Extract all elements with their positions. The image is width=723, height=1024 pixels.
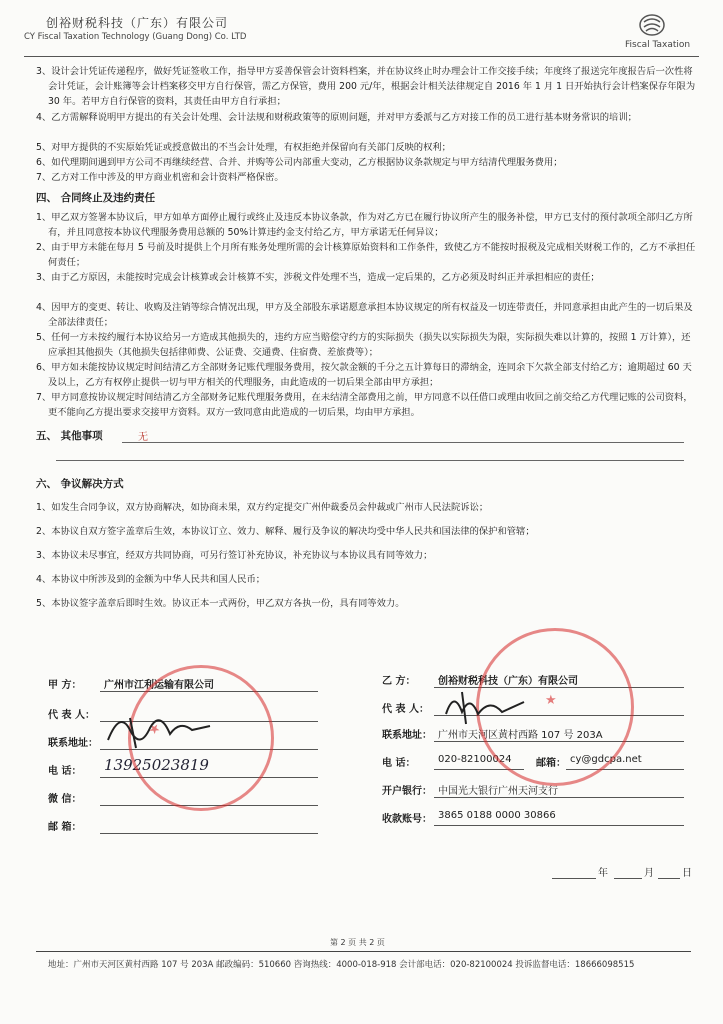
- letterhead: [24, 12, 699, 58]
- clause-3-4: 4、乙方需解释说明甲方提出的有关会计处理、会计法规和财税政策等的原则问题，并对甲方委派与乙方对接工作的员工进行基本财务常识的培训；: [36, 112, 637, 123]
- party-b-name: 创裕财税科技（广东）有限公司: [438, 676, 578, 687]
- party-a-wechat-label: 微 信：: [48, 794, 82, 805]
- company-logo: [609, 14, 695, 54]
- cy-logo-icon: [639, 14, 665, 36]
- other-matters-line-2: [56, 460, 684, 461]
- footer-divider: [36, 951, 691, 952]
- section-4-title: 四、 合同终止及违约责任: [36, 192, 156, 204]
- party-b-bank-label: 开户银行：: [382, 786, 432, 797]
- logo-label: Fiscal Taxation: [625, 40, 691, 50]
- date-month-line: [614, 878, 642, 879]
- clause-4-5: 5、任何一方未按约履行本协议给另一方造成其他损失的，违约方应当赔偿守约方的实际损失（损失以实际损失为限，实际损失难以计算的，按照 1 万计算），还应承担其他损失（其他损失包括律师费、公证费、交通费、住宿费、差旅费等）；: [36, 332, 691, 358]
- party-b-address-label: 联系地址：: [382, 730, 432, 741]
- section-6-title: 六、 争议解决方式: [36, 478, 124, 490]
- party-a-email-line: [100, 833, 318, 834]
- clause-4-2: 2、由于甲方未能在每月 5 号前及时提供上个月所有账务处理所需的会计核算原始资料和工作条件，致使乙方不能按时报税及完成相关财税工作的，乙方不承担任何责任；: [36, 242, 696, 268]
- party-b-email: cy@gdcpa.net: [570, 754, 642, 765]
- header-divider: [24, 56, 699, 57]
- clause-3-6: 6、如代理期间遇到甲方公司不再继续经营、合并、并购等公司内部重大变动，乙方根据协议条款规定与甲方结清代理服务费用；: [36, 157, 563, 168]
- party-b-bank-line: [434, 797, 684, 798]
- clause-6-4: 4、本协议中所涉及到的金额为中华人民共和国人民币；: [36, 574, 266, 585]
- clause-6-2: 2、本协议自双方签字盖章后生效，本协议订立、效力、解释、履行及争议的解决均受中华人民共和国法律的保护和管辖；: [36, 526, 535, 537]
- company-name-en: CY Fiscal Taxation Technology (Guang Dong) Co. LTD: [24, 32, 247, 42]
- party-b-label: 乙 方：: [382, 676, 416, 687]
- page-number: 第 2 页 共 2 页: [330, 938, 385, 947]
- party-a-phone: 13925023819: [104, 756, 209, 774]
- party-b-account-label: 收款账号：: [382, 814, 432, 825]
- clause-4-7: 7、甲方同意按协议规定时间结清乙方全部财务记账代理服务费用，在未结清全部费用之前，甲方同意不以任借口或理由收回之前交给乙方代理记账的公司资料，更不能向乙方提出要求交接甲方资料。双方一致同意由此造成的一切后果，均由甲方承担。: [36, 392, 693, 418]
- clause-6-5: 5、本协议签字盖章后即时生效。协议正本一式两份，甲乙双方各执一份，具有同等效力。: [36, 598, 405, 609]
- clause-3-5: 5、对甲方提供的不实原始凭证或授意做出的不当会计处理，有权拒绝并保留向有关部门反映的权利；: [36, 142, 451, 153]
- party-b-account-line: [434, 825, 684, 826]
- party-a-phone-label: 电 话：: [48, 766, 82, 777]
- party-a-address-label: 联系地址：: [48, 738, 98, 749]
- date-year-line: [552, 878, 596, 879]
- clause-4-3: 3、由于乙方原因，未能按时完成会计核算或会计核算不实，涉税文件处理不当，造成一定后果的，乙方必须及时纠正并承担相应的责任；: [36, 272, 600, 283]
- date-day-line: [658, 878, 680, 879]
- party-a-email-label: 邮 箱：: [48, 822, 82, 833]
- clause-4-6: 6、甲方如未能按协议规定时间结清乙方全部财务记账代理服务费用，按欠款金额的千分之五计算每日的滞纳金，连同余下欠款全部支付给乙方；逾期超过 60 天及以上，乙方有权停止提供一切与甲方相关的代理服务，由此造成的一切后果全部由甲方承担；: [36, 362, 692, 388]
- date-month: 月: [644, 868, 654, 879]
- party-b-phone: 020-82100024: [438, 754, 512, 765]
- party-b-email-label: 邮箱：: [536, 758, 566, 769]
- party-a-signature: [100, 700, 220, 760]
- date-day: 日: [682, 868, 692, 879]
- party-b-rep-label: 代 表 人：: [382, 704, 429, 715]
- section-5-title: 五、 其他事项: [36, 430, 103, 442]
- party-a-seal: ★: [128, 665, 274, 811]
- party-b-bank: 中国光大银行广州天河支行: [438, 786, 558, 797]
- party-b-signature: [440, 684, 530, 730]
- party-a-name: 广州市江利运输有限公司: [104, 680, 214, 691]
- clause-3-3: 3、设计会计凭证传递程序，做好凭证签收工作，指导甲方妥善保管会计资料档案，并在协议终止时办理会计工作交接手续；年度终了报送完年度报告后一次性将会计凭证，会计账簿等会计档案移交甲方自行保管，需乙方保管，费用 200 元/年，根据会计相关法律规定自 2016 年 1 月 1 日开始执行会计档案保存年限为 30 年。若甲方自行保管的资料，其责任由甲方自行承担；: [36, 66, 696, 107]
- party-a-rep-label: 代 表 人：: [48, 710, 95, 721]
- company-name-cn: 创裕财税科技（广东）有限公司: [46, 16, 229, 30]
- clause-4-1: 1、甲乙双方签署本协议后，甲方如单方面停止履行或终止及违反本协议条款，作为对乙方已在履行协议所产生的服务补偿，甲方已支付的预付款项全部归乙方所有，并且同意按本协议代理服务费用总额的 50%计算违约金支付给乙方，甲方承诺无任何异议；: [36, 212, 693, 238]
- clause-3-7: 7、乙方对工作中涉及的甲方商业机密和会计资料严格保密。: [36, 172, 284, 183]
- footer-contact: 地址：广州市天河区黄村西路 107 号 203A 邮政编码：510660 咨询热线：4000-018-918 会计部电话：020-82100024 投诉监督电话：18666098515: [48, 960, 635, 970]
- other-matters-line: [122, 442, 684, 443]
- party-b-phone-label: 电 话：: [382, 758, 416, 769]
- party-b-account: 3865 0188 0000 30866: [438, 810, 556, 821]
- clause-4-4: 4、因甲方的变更、转让、收购及注销等综合情况出现，甲方及全部股东承诺愿意承担本协议规定的所有权益及一切连带责任，并同意承担由此产生的一切后果及全部法律责任；: [36, 302, 693, 328]
- party-a-label: 甲 方：: [48, 680, 82, 691]
- date-year: 年: [598, 868, 608, 879]
- party-b-seal: ★: [476, 628, 634, 786]
- clause-6-1: 1、如发生合同争议，双方协商解决，如协商未果，双方约定提交广州仲裁委员会仲裁或广州市人民法院诉讼；: [36, 502, 489, 513]
- party-b-address: 广州市天河区黄村西路 107 号 203A: [438, 730, 603, 741]
- other-matters-value: 无: [138, 432, 148, 443]
- clause-6-3: 3、本协议未尽事宜，经双方共同协商，可另行签订补充协议，补充协议与本协议具有同等效力；: [36, 550, 433, 561]
